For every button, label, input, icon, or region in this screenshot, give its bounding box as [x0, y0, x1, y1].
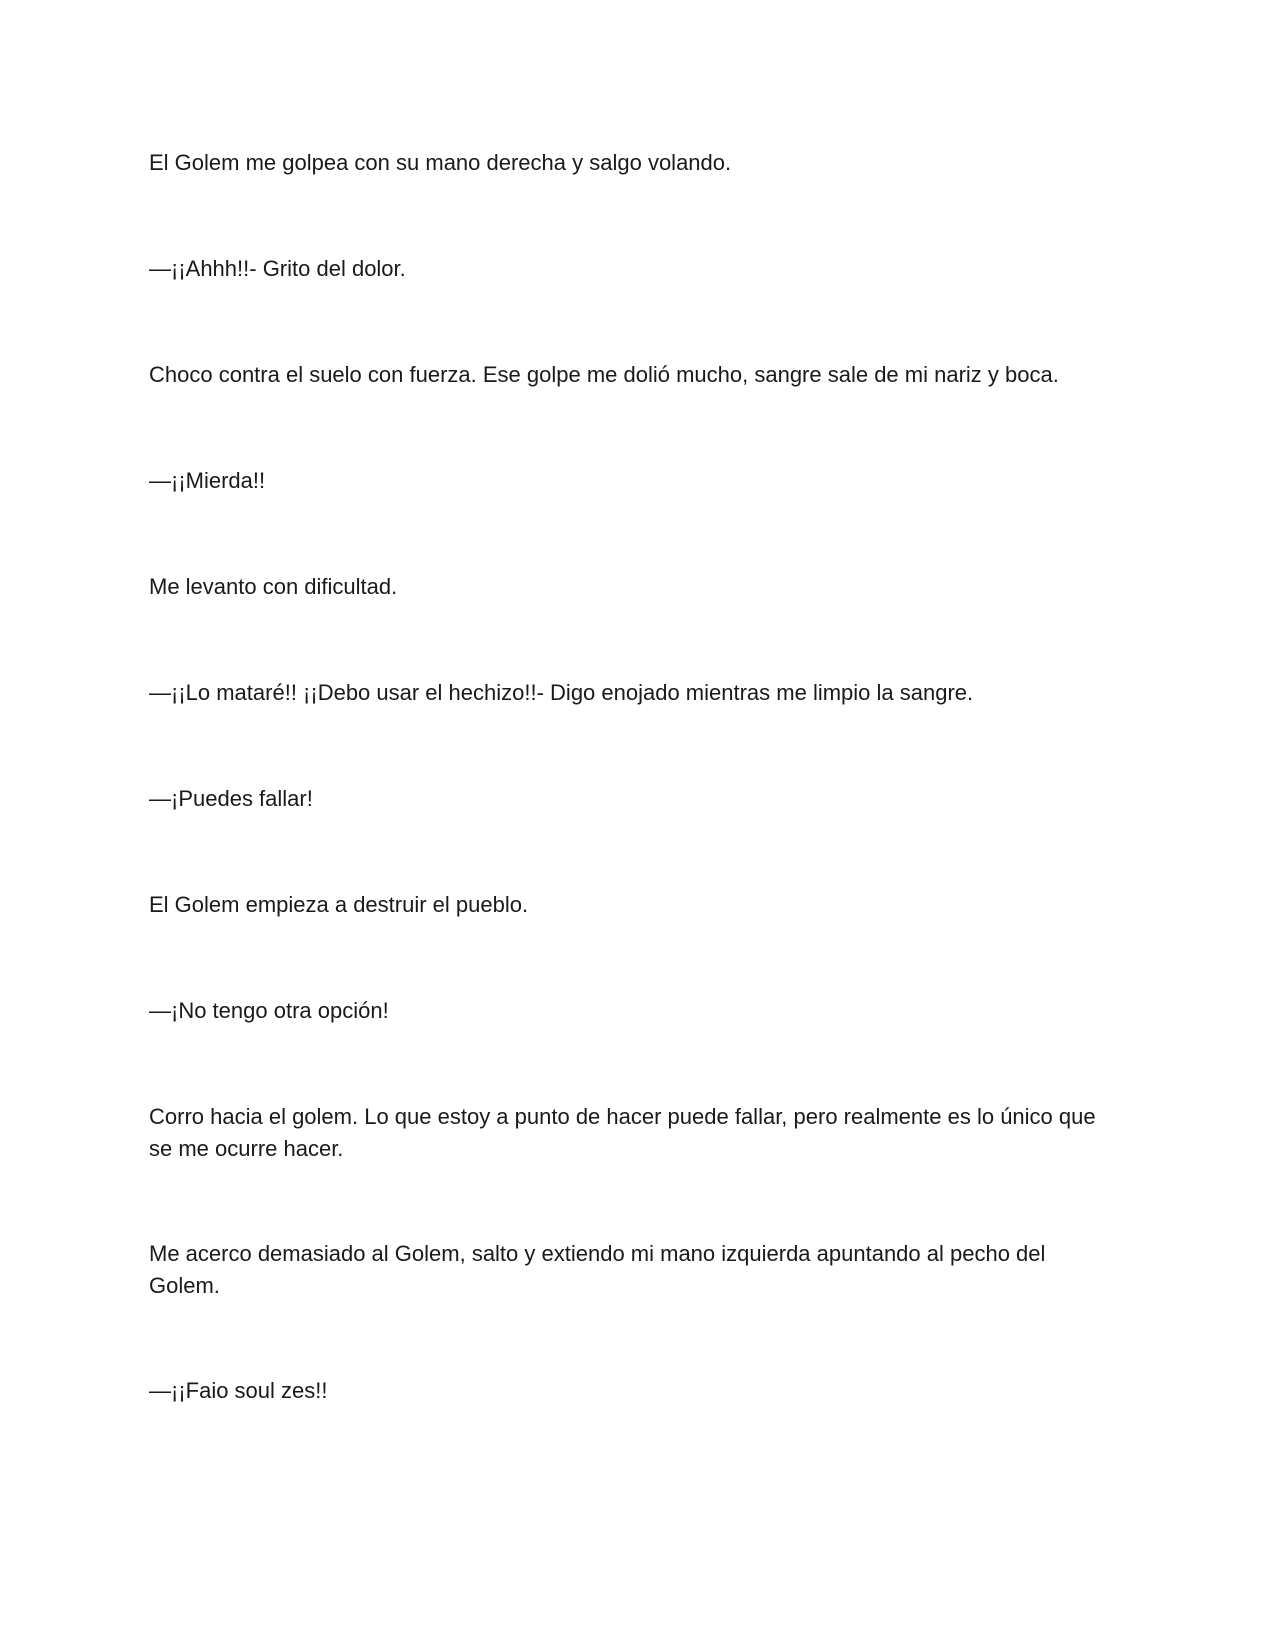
paragraph-4: —¡¡Mierda!! — [149, 468, 266, 493]
paragraph-9: —¡No tengo otra opción! — [149, 998, 389, 1023]
paragraph-5: Me levanto con dificultad. — [149, 574, 398, 599]
paragraph-10: Corro hacia el golem. Lo que estoy a punto de hacer puede fallar, pero realmente es lo único que se me ocurre hacer. — [149, 1104, 1096, 1161]
paragraph-2: —¡¡Ahhh!!- Grito del dolor. — [149, 256, 406, 281]
paragraph-8: El Golem empieza a destruir el pueblo. — [149, 892, 529, 917]
paragraph-12: —¡¡Faio soul zes!! — [149, 1378, 328, 1403]
paragraph-7: —¡Puedes fallar! — [149, 786, 313, 811]
paragraph-6: —¡¡Lo mataré!! ¡¡Debo usar el hechizo!!- Digo enojado mientras me limpio la sangre. — [149, 680, 974, 705]
paragraph-11: Me acerco demasiado al Golem, salto y extiendo mi mano izquierda apuntando al pecho del Golem. — [149, 1241, 1046, 1298]
paragraph-1: El Golem me golpea con su mano derecha y salgo volando. — [149, 150, 732, 175]
paragraph-3: Choco contra el suelo con fuerza. Ese golpe me dolió mucho, sangre sale de mi nariz y boca. — [149, 362, 1059, 387]
